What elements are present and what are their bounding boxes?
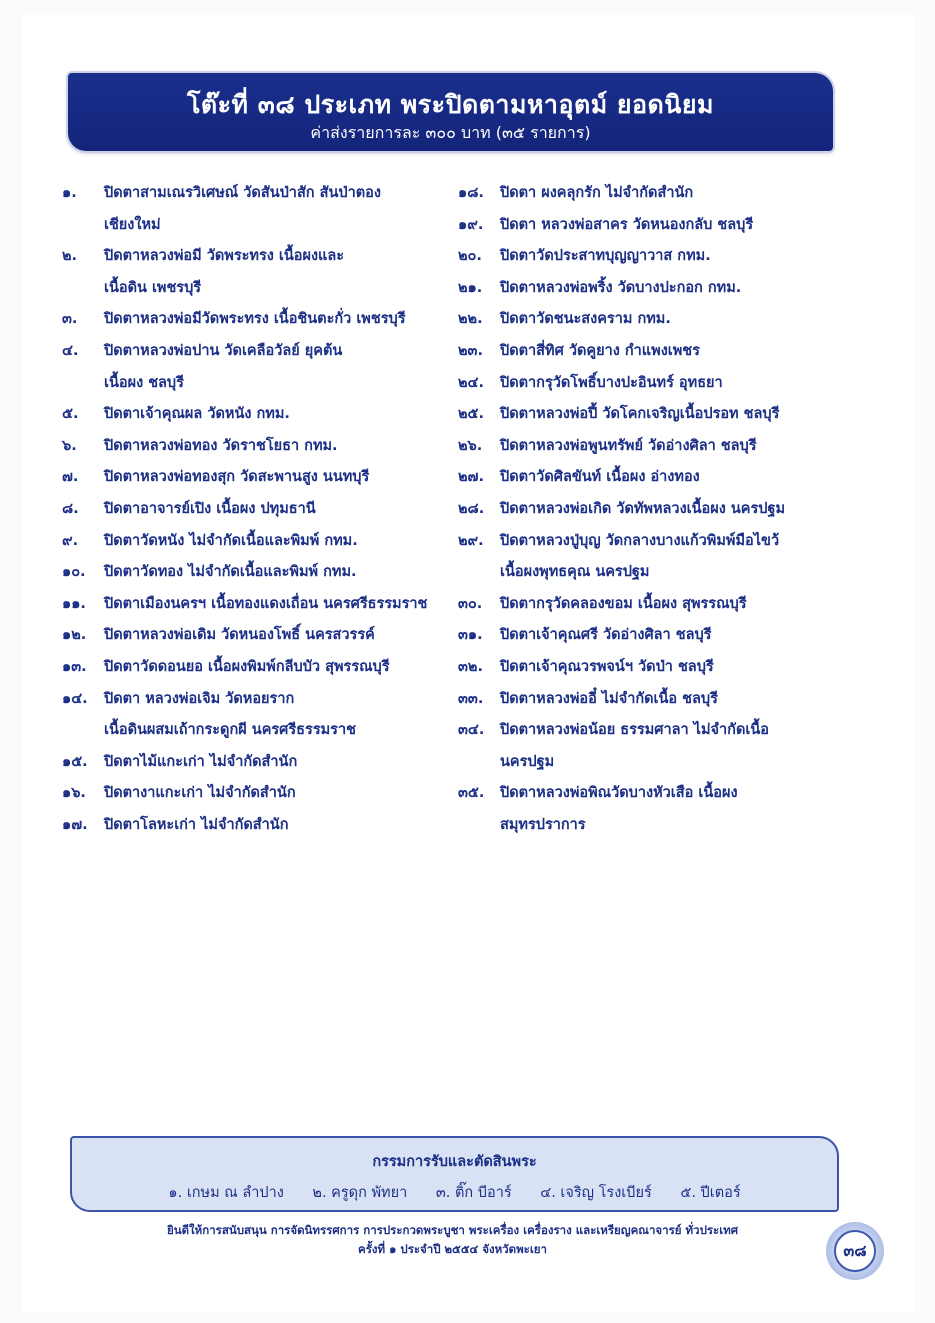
item-number xyxy=(458,747,500,779)
item-text: ปิดตา ผงคลุกรัก ไม่จำกัดสำนัก xyxy=(500,185,694,201)
item-number: ๓๒. xyxy=(458,658,483,675)
item-number: ๑๕. xyxy=(62,753,88,770)
list-item xyxy=(62,652,452,684)
item-number: ๒๙. xyxy=(458,532,484,549)
list-item xyxy=(458,715,828,747)
item-text: ปิดตา หลวงพ่อสาคร วัดหนองกลับ ชลบุรี xyxy=(500,216,754,233)
page-number: ๓๘ xyxy=(834,1230,876,1272)
list-item xyxy=(458,399,828,431)
item-text: ปิดตาหลวงพ่อน้อย ธรรมศาลา ไม่จำกัดเนื้อ xyxy=(500,722,769,739)
item-text: นครปฐม xyxy=(500,753,555,770)
item-number: ๓๔. xyxy=(458,722,485,739)
item-text: ปิดตาไม้แกะเก่า ไม่จำกัดสำนัก xyxy=(104,753,298,770)
item-text: ปิดตาหลวงพ่อมี วัดพระทรง เนื้อผงและ xyxy=(104,248,345,265)
item-text: ปิดตางาแกะเก่า ไม่จำกัดสำนัก xyxy=(104,785,296,802)
judges-list xyxy=(72,1181,837,1204)
list-item xyxy=(62,304,452,336)
item-text: ปิดตาหลวงพ่อปี้ วัดโคกเจริญเนื้อปรอท ชลบุรี xyxy=(500,406,780,423)
item-text: ปิดตาวัดศิลขันท์ เนื้อผง อ่างทอง xyxy=(500,469,700,486)
header-banner xyxy=(68,73,833,151)
credit-line-2: ครั้งที่ ๑ ประจำปี ๒๕๕๔ จังหวัดพะเยา xyxy=(358,1242,547,1256)
item-text: เชียงใหม่ xyxy=(104,216,161,233)
page-number-badge xyxy=(826,1222,884,1280)
item-number: ๕. xyxy=(62,406,79,423)
list-item xyxy=(458,241,828,273)
judge-name: ๑. เกษม ณ ลำปาง xyxy=(168,1185,284,1201)
item-number: ๓๓. xyxy=(458,690,484,707)
item-number: ๙. xyxy=(62,532,79,549)
item-number xyxy=(62,715,104,747)
item-number xyxy=(458,557,500,589)
page-title: โต๊ะที่ ๓๘ ประเภท พระปิดตามหาอุตม์ ยอดนิยม xyxy=(186,90,715,119)
item-number: ๑๑. xyxy=(62,595,86,612)
list-item xyxy=(62,620,452,652)
item-text: ปิดตาหลวงพ่อปาน วัดเคลือวัลย์ ยุคต้น xyxy=(104,342,343,359)
item-number: ๗. xyxy=(62,469,79,486)
list-item xyxy=(62,210,452,242)
item-number: ๓๐. xyxy=(458,595,483,612)
list-item xyxy=(458,810,828,842)
item-number: ๖. xyxy=(62,437,77,454)
item-text: ปิดตาวัดหนัง ไม่จำกัดเนื้อและพิมพ์ กทม. xyxy=(104,532,358,549)
item-text: ปิดตาวัดทอง ไม่จำกัดเนื้อและพิมพ์ กทม. xyxy=(104,564,357,581)
item-text: ปิดตาเจ้าคุณวรพจน์ฯ วัดป่า ชลบุรี xyxy=(500,658,714,675)
item-text: ปิดตาวัดดอนยอ เนื้อผงพิมพ์กลีบบัว สุพรรณบุรี xyxy=(104,658,390,675)
item-number: ๘. xyxy=(62,500,79,517)
item-text: ปิดตาหลวงพ่อพริ้ง วัดบางปะกอก กทม. xyxy=(500,279,742,296)
judge-name: ๒. ครูดุก พัทยา xyxy=(312,1185,408,1201)
list-item xyxy=(62,747,452,779)
item-number xyxy=(62,368,104,400)
list-item xyxy=(458,747,828,779)
item-number: ๒๓. xyxy=(458,342,483,359)
judge-name: ๓. ติ๊ก บีอาร์ xyxy=(435,1185,512,1201)
item-number: ๑๐. xyxy=(62,564,86,581)
list-item xyxy=(458,652,828,684)
list-item xyxy=(458,431,828,463)
list-item xyxy=(62,399,452,431)
list-item xyxy=(458,210,828,242)
credit-line-1: ยินดีให้การสนับสนุน การจัดนิทรรศการ การประกวดพระบูชา พระเครื่อง เครื่องราง และเหรียญคณาจารย์ ทั่วประเทศ xyxy=(166,1223,739,1237)
list-item xyxy=(458,620,828,652)
item-text: ปิดตาวัดชนะสงคราม กทม. xyxy=(500,311,671,328)
list-item xyxy=(458,368,828,400)
list-item xyxy=(62,431,452,463)
list-item xyxy=(62,336,452,368)
item-number: ๒๘. xyxy=(458,500,485,517)
item-text: ปิดตากรุวัดโพธิ์บางปะอินทร์ อุทธยา xyxy=(500,374,723,391)
item-text: ปิดตาเจ้าคุณผล วัดหนัง กทม. xyxy=(104,406,290,423)
item-number: ๑๒. xyxy=(62,627,87,644)
item-number: ๑๘. xyxy=(458,185,484,201)
list-item xyxy=(458,526,828,558)
item-text: ปิดตาเจ้าคุณศรี วัดอ่างศิลา ชลบุรี xyxy=(500,627,712,644)
judges-panel xyxy=(70,1136,839,1212)
item-text: เนื้อผงพุทธคุณ นครปฐม xyxy=(500,564,650,581)
list-item xyxy=(458,462,828,494)
item-number: ๒๒. xyxy=(458,311,483,328)
item-number: ๒๔. xyxy=(458,374,485,391)
list-item xyxy=(62,462,452,494)
item-number: ๓๑. xyxy=(458,627,483,644)
item-text: เนื้อดินผสมเถ้ากระดูกผี นครศรีธรรมราช xyxy=(104,722,356,739)
list-item xyxy=(458,273,828,305)
item-number: ๔. xyxy=(62,342,79,359)
item-number: ๑๙. xyxy=(458,216,484,233)
item-text: ปิดตาหลวงพ่อทอง วัดราชโยธา กทม. xyxy=(104,437,338,454)
item-number: ๒๕. xyxy=(458,406,485,423)
list-item xyxy=(62,494,452,526)
judge-name: ๔. เจริญ โรงเบียร์ xyxy=(540,1185,652,1201)
item-number xyxy=(62,273,104,305)
list-item xyxy=(458,304,828,336)
item-text: ปิดตาหลวงพ่อเกิด วัดทัพหลวงเนื้อผง นครปฐม xyxy=(500,500,786,517)
list-item xyxy=(458,178,828,210)
list-item xyxy=(458,557,828,589)
item-text: ปิดตาอาจารย์เปิง เนื้อผง ปทุมธานี xyxy=(104,500,316,517)
list-item xyxy=(458,494,828,526)
judges-title: กรรมการรับและตัดสินพระ xyxy=(372,1154,537,1170)
item-number xyxy=(458,810,500,842)
list-item xyxy=(458,589,828,621)
item-number: ๓. xyxy=(62,311,78,328)
item-text: ปิดตาหลวงพ่อพิณวัดบางหัวเสือ เนื้อผง xyxy=(500,785,738,802)
judge-name: ๕. ปีเตอร์ xyxy=(680,1185,741,1201)
list-item xyxy=(62,557,452,589)
item-text: เนื้อดิน เพชรบุรี xyxy=(104,279,202,296)
list-item xyxy=(62,273,452,305)
item-text: ปิดตาสามเณรวิเศษณ์ วัดสันป่าสัก สันป่าตอง xyxy=(104,185,381,201)
item-number: ๑๔. xyxy=(62,690,88,707)
item-text: ปิดตากรุวัดคลองขอม เนื้อผง สุพรรณบุรี xyxy=(500,595,747,612)
item-number: ๑. xyxy=(62,185,77,201)
item-text: ปิดตาสี่ทิศ วัดคูยาง กำแพงเพชร xyxy=(500,342,700,359)
item-list-right xyxy=(458,178,828,841)
item-number: ๑๓. xyxy=(62,658,87,675)
item-text: ปิดตาหลวงพ่อเดิม วัดหนองโพธิ์ นครสวรรค์ xyxy=(104,627,375,644)
item-list-left xyxy=(62,178,452,841)
list-item xyxy=(62,810,452,842)
list-item xyxy=(62,684,452,716)
list-item xyxy=(62,526,452,558)
item-number: ๒๖. xyxy=(458,437,483,454)
item-text: ปิดตาหลวงพ่อพูนทรัพย์ วัดอ่างศิลา ชลบุรี xyxy=(500,437,757,454)
item-number: ๒๗. xyxy=(458,469,484,486)
item-number xyxy=(62,210,104,242)
list-item xyxy=(62,715,452,747)
item-text: ปิดตาหลวงพ่ออี๋ ไม่จำกัดเนื้อ ชลบุรี xyxy=(500,690,718,707)
item-number: ๒. xyxy=(62,248,78,265)
item-text: ปิดตาหลวงพ่อมีวัดพระทรง เนื้อชินตะกั่ว เพชรบุรี xyxy=(104,311,406,328)
item-text: ปิดตาเมืองนครฯ เนื้อทองแดงเถื่อน นครศรีธรรมราช xyxy=(104,595,428,612)
list-item xyxy=(458,336,828,368)
page-subtitle: ค่าส่งรายการละ ๓๐๐ บาท (๓๕ รายการ) xyxy=(310,123,591,142)
item-text: เนื้อผง ชลบุรี xyxy=(104,374,184,391)
list-item xyxy=(62,589,452,621)
item-number: ๒๐. xyxy=(458,248,482,265)
list-item xyxy=(62,178,452,210)
item-text: ปิดตาวัดประสาทบุญญาวาส กทม. xyxy=(500,248,711,265)
item-text: สมุทรปราการ xyxy=(500,816,586,833)
list-item xyxy=(62,368,452,400)
item-text: ปิดตาโลหะเก่า ไม่จำกัดสำนัก xyxy=(104,816,289,833)
list-item xyxy=(458,684,828,716)
item-text: ปิดตา หลวงพ่อเจิม วัดหอยราก xyxy=(104,690,295,707)
item-text: ปิดตาหลวงปู่บุญ วัดกลางบางแก้วพิมพ์มือไขว้ xyxy=(500,532,780,549)
item-number: ๓๕. xyxy=(458,785,485,802)
item-number: ๑๖. xyxy=(62,785,86,802)
list-item xyxy=(62,778,452,810)
item-number: ๑๗. xyxy=(62,816,88,833)
list-item xyxy=(62,241,452,273)
item-text: ปิดตาหลวงพ่อทองสุก วัดสะพานสูง นนทบุรี xyxy=(104,469,370,486)
list-item xyxy=(458,778,828,810)
item-number: ๒๑. xyxy=(458,279,483,296)
